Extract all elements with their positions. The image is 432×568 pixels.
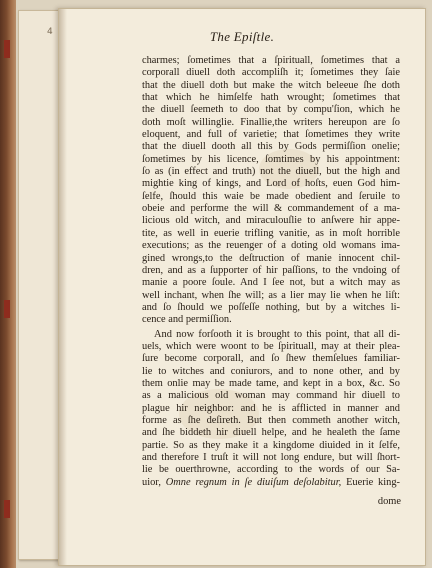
text-line-with-latin: uior, Omne regnum in ſe diuiſum deſolabitur, Euerie king-: [142, 476, 400, 488]
text-line: and ſo ſhould we poſſeſſe nothing, but by a witches li-: [142, 301, 400, 313]
text-line: and therefore I truſt it will not long endure, but will ſhort-: [142, 452, 400, 463]
body-text: [142, 55, 400, 489]
text-line: and ſhe biddeth hir diuell helpe, and he healeth the ſame: [142, 427, 400, 439]
latin-quotation: Omne regnum in ſe diuiſum deſolabitur,: [165, 476, 342, 488]
text-line: lie be ouerthrowne, according to the words of our Sa-: [142, 464, 400, 476]
text-line: gined wrongs,to the deſtruction of manie innocent chil-: [142, 252, 400, 264]
text-line: as a malicious old woman may command hir diuell to: [142, 390, 400, 402]
text-line: well inchant, when ſhe will; as a lier may lie when he liſt:: [142, 289, 400, 301]
text-line: charmes; ſometimes that a ſpirituall, ſometimes that a: [142, 55, 400, 66]
text-line: doth moſt willinglie. Finallie,the writers hereupon are ſo: [142, 116, 400, 128]
text-line: executions; as the reuenger of a doting old womans ima-: [142, 240, 400, 252]
text-line: licious old witch, and miraculouſlie to anſwere hir appe-: [142, 215, 400, 227]
text-line: forme as ſhe deſireth. But then commeth another witch,: [142, 414, 400, 426]
text-line: uels, which were woont to be ſpirituall, may at their plea-: [142, 340, 400, 352]
text-line: cence and permiſſion.: [142, 314, 232, 326]
text-line: manie a poore ſoule. And I ſee not, but a witch may as: [142, 277, 400, 289]
running-head: The Epiſtle.: [209, 29, 275, 44]
page-corner-mark: 4: [47, 27, 53, 37]
binding-stripe: [4, 40, 10, 58]
text-line: that the diuell dooth all this by Gods permiſſion onelie;: [142, 141, 400, 153]
text-line: corporall diuell doth accompliſh it; ſometimes they ſaie: [142, 67, 400, 79]
page-edge-shadow: [59, 9, 67, 565]
text-line: tite, as well in euerie trifling vanitie, as in moſt horrible: [142, 227, 400, 239]
text-line: the diuell ſeemeth to doo that by compu'ſion, which he: [142, 104, 400, 116]
text-line: dren, and as a ſupporter of hir paſſions, to the vndoing of: [142, 264, 400, 276]
text-line: them onlie may be made tame, and kept in a box, &c. So: [142, 377, 400, 389]
catchword: dome: [377, 496, 401, 507]
text-line: ſo as (in effect and truth) not the diuell, but the high and: [142, 166, 400, 178]
text-line: ſometimes by his licence, ſomtimes by his appointment:: [142, 153, 400, 165]
text-line: lie to witches and coniurors, and to none other, and by: [142, 365, 400, 377]
binding-stripe: [4, 500, 10, 518]
book-binding: [0, 0, 16, 568]
text-line: mightie king of kings, and Lord of hoſts, euen God him-: [142, 178, 400, 190]
text-line: ſelfe, ſhould this waie be made obedient and ſeruile to: [142, 190, 400, 202]
text-line: that which he himſelfe hath wrought; ſometimes that: [142, 92, 400, 104]
text-line: plague hir neighbor: and he is afflicted in manner and: [142, 402, 400, 414]
book-page: [58, 8, 426, 566]
text-line: partie. So as they make it a kingdome diuided in it ſelfe,: [142, 439, 400, 451]
text-line: eloquent, and full of varietie; that ſometimes they write: [142, 129, 400, 141]
binding-stripe: [4, 300, 10, 318]
paragraph-start-line: And now forſooth it is brought to this point, that all di-: [154, 328, 400, 340]
text-line: obeie and performe the will & commandement of a ma-: [142, 203, 400, 215]
text-line: that the diuell doth but make the witch beleeue ſhe doth: [142, 79, 400, 91]
text-line: ſure become corporall, and ſo ſhew themſelues familiar-: [142, 353, 400, 365]
